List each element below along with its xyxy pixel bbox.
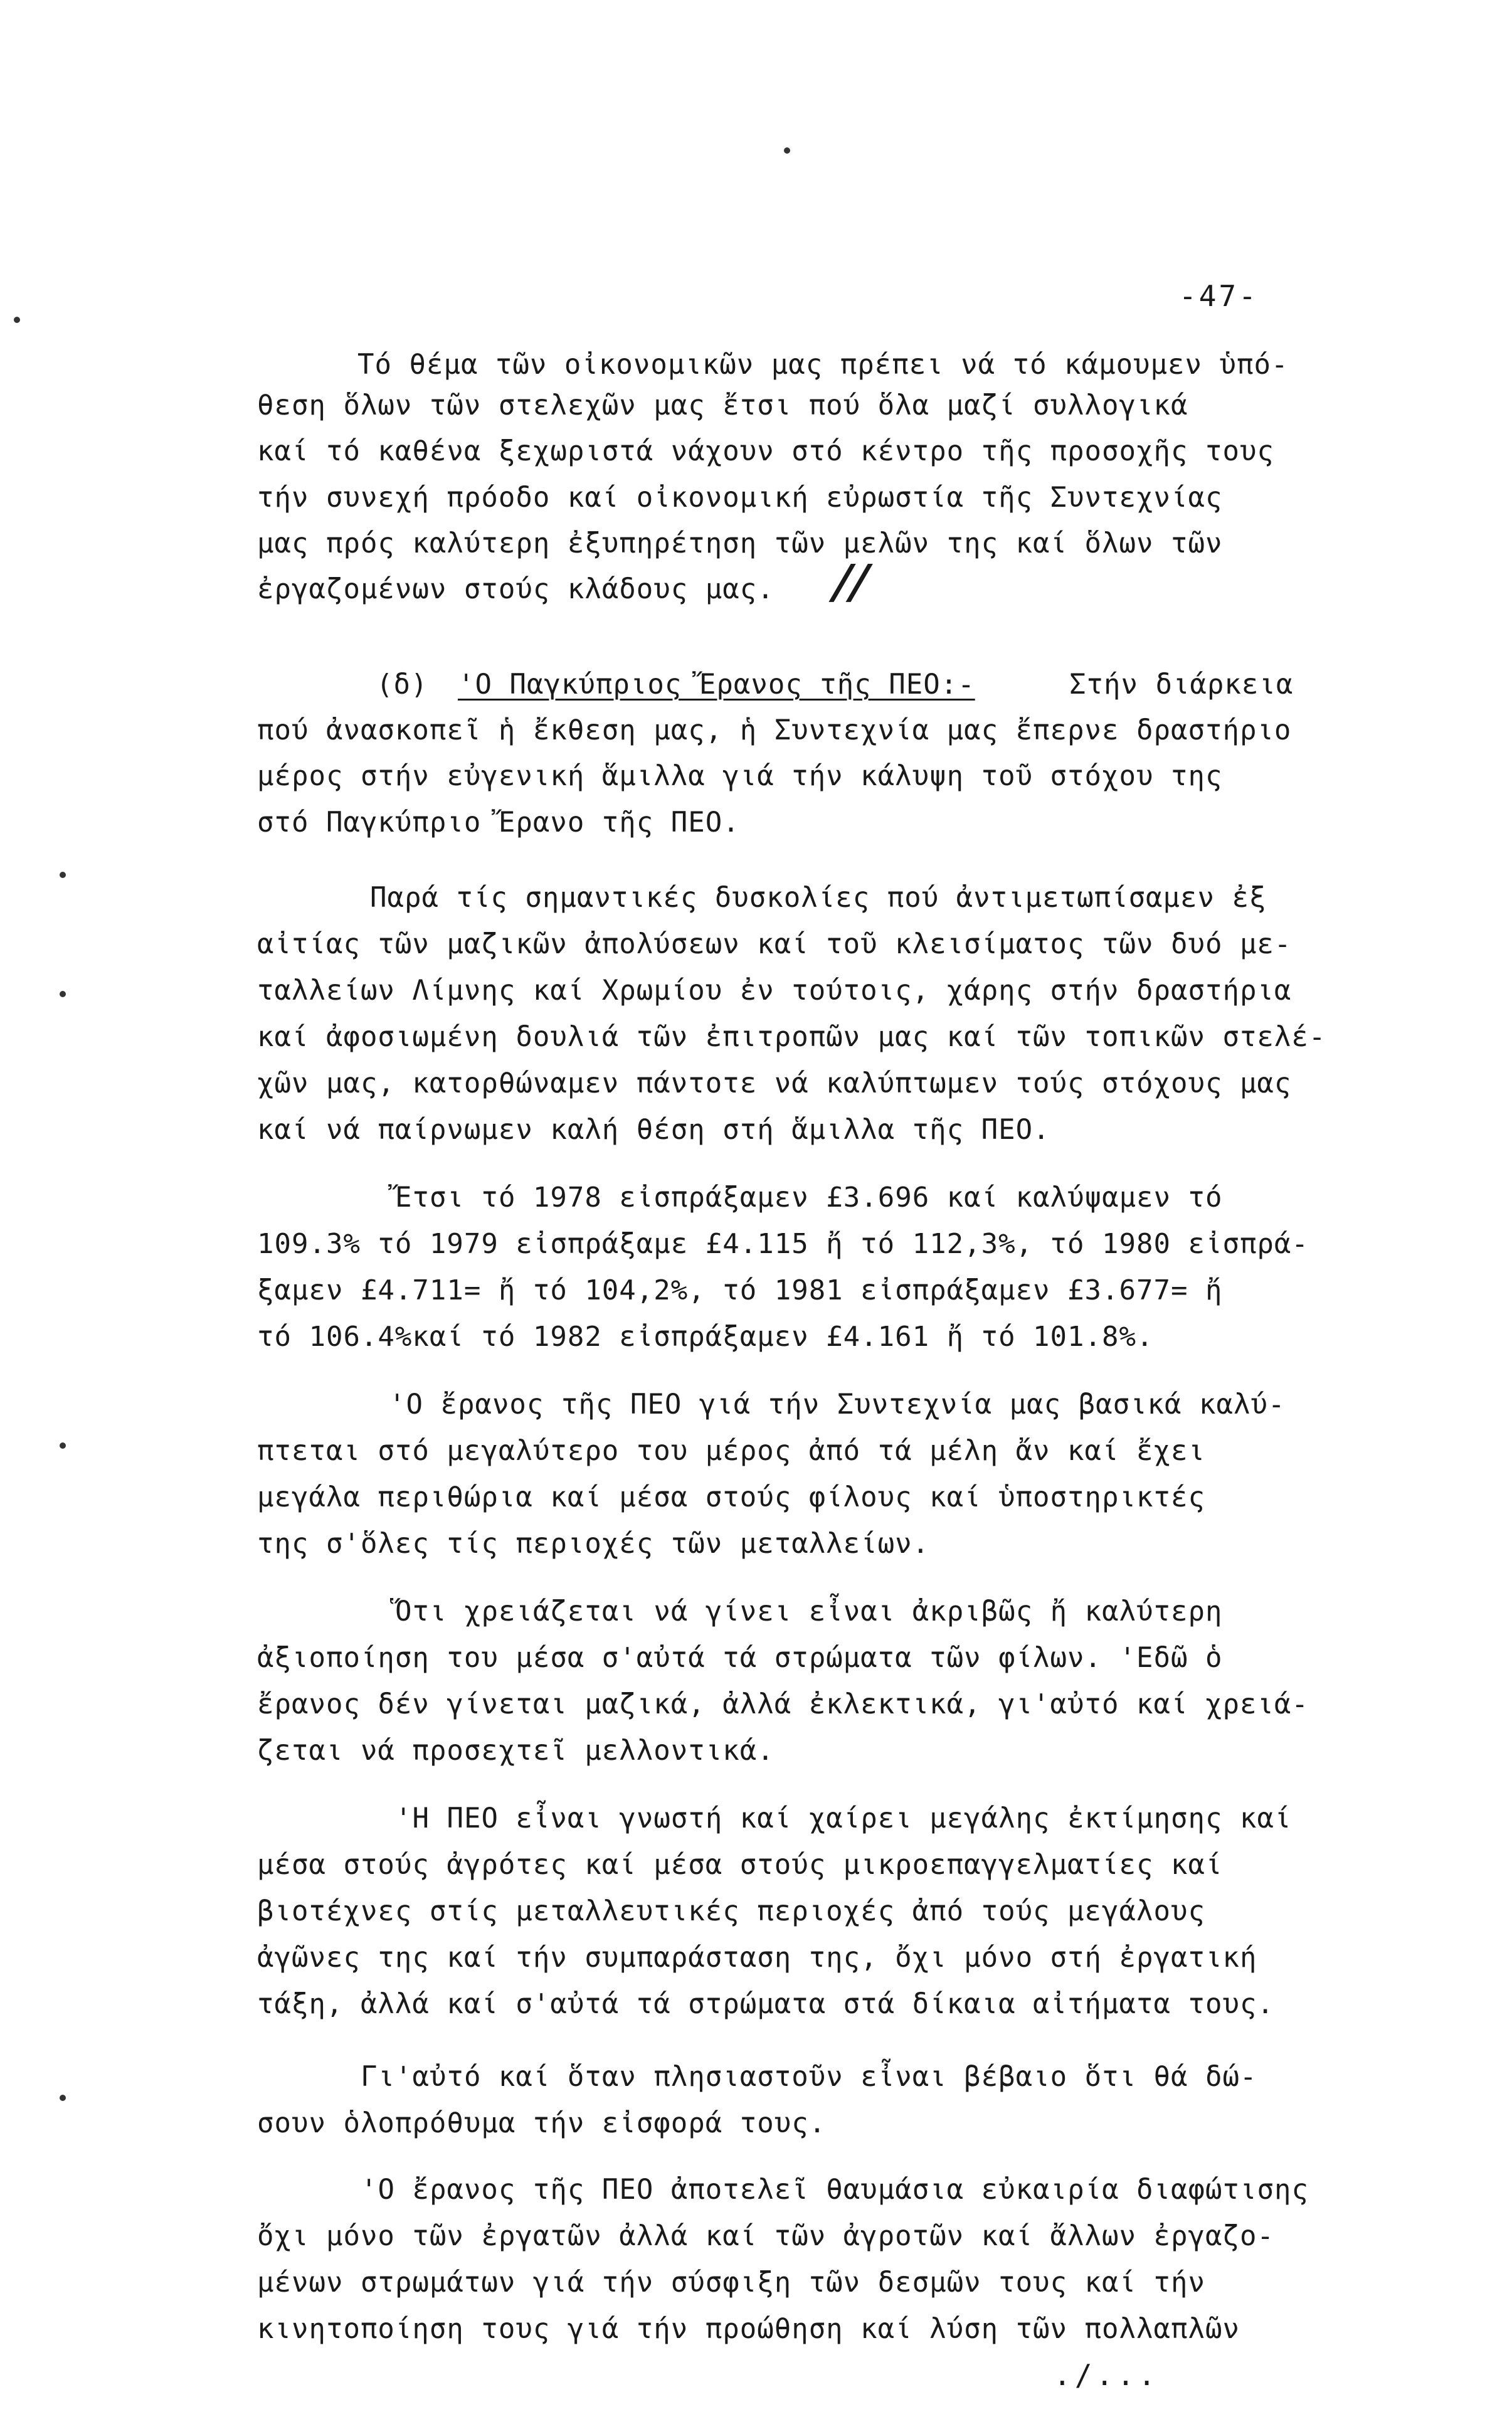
text-line: ἀξιοποίηση του μέσα σ'αὐτά τά στρώματα τῶν φίλων. 'Εδῶ ὁ <box>257 1642 1223 1674</box>
text-line: τό 106.4%καί τό 1982 εἰσπράξαμεν £4.161 ἤ τό 101.8%. <box>257 1321 1154 1353</box>
text-line: 'Η ΠΕΟ εἶναι γνωστή καί χαίρει μεγάλης ἐκτίμησης καί <box>395 1802 1292 1834</box>
section-title: 'Ο Παγκύπριος Ἔρανος τῆς ΠΕΟ:- <box>458 669 975 701</box>
scan-speck <box>60 991 66 997</box>
end-mark: // <box>827 555 875 609</box>
scan-speck <box>60 2095 66 2101</box>
text-line: μας πρός καλύτερη ἐξυπηρέτηση τῶν μελῶν της καί ὅλων τῶν <box>257 527 1223 559</box>
text-line: μεγάλα περιθώρια καί μέσα στούς φίλους καί ὑποστηρικτές <box>257 1481 1205 1513</box>
text-line: ταλλείων Λίμνης καί Χρωμίου ἐν τούτοις, χάρης στήν δραστήρια <box>257 975 1292 1007</box>
text-line: μένων στρωμάτων γιά τήν σύσφιξη τῶν δεσμῶν τους καί τήν <box>257 2267 1205 2299</box>
scan-speck <box>60 872 66 878</box>
text-line: καί νά παίρνωμεν καλή θέση στή ἅμιλλα τῆς ΠΕΟ. <box>257 1114 1050 1146</box>
text-line: καί ἀφοσιωμένη δουλιά τῶν ἐπιτροπῶν μας καί τῶν τοπικῶν στελέ- <box>257 1021 1326 1053</box>
text-line: Τό θέμα τῶν οἰκονομικῶν μας πρέπει νά τό κάμουμεν ὑπό- <box>357 349 1289 381</box>
text-line: θεση ὅλων τῶν στελεχῶν μας ἔτσι πού ὅλα μαζί συλλογικά <box>257 389 1188 421</box>
text-line: ξαμεν £4.711= ἤ τό 104,2%, τό 1981 εἰσπράξαμεν £3.677= ἤ <box>257 1274 1223 1306</box>
text-line: σουν ὁλοπρόθυμα τήν εἰσφορά τους. <box>257 2107 827 2139</box>
text-line: της σ'ὅλες τίς περιοχές τῶν μεταλλείων. <box>257 1528 930 1560</box>
scan-speck <box>60 1442 66 1449</box>
text-line: ἔρανος δέν γίνεται μαζικά, ἀλλά ἐκλεκτικά, γι'αὐτό καί χρειά- <box>257 1688 1309 1720</box>
text-line: βιοτέχνες στίς μεταλλευτικές περιοχές ἀπό τούς μεγάλους <box>257 1895 1205 1927</box>
text-line: ὄχι μόνο τῶν ἐργατῶν ἀλλά καί τῶν ἀγροτῶν καί ἄλλων ἐργαζο- <box>257 2220 1274 2252</box>
text-line: ἐργαζομένων στούς κλάδους μας. <box>257 573 775 605</box>
scan-speck <box>14 317 20 323</box>
text-line: μέσα στούς ἀγρότες καί μέσα στούς μικροεπαγγελματίες καί <box>257 1849 1223 1881</box>
scan-speck <box>784 147 790 154</box>
text-line: αἰτίας τῶν μαζικῶν ἀπολύσεων καί τοῦ κλεισίματος τῶν δυό με- <box>257 928 1292 960</box>
text-line: τάξη, ἀλλά καί σ'αὐτά τά στρώματα στά δίκαια αἰτήματα τους. <box>257 1988 1274 2020</box>
text-line: Ἔτσι τό 1978 εἰσπράξαμεν £3.696 καί καλύψαμεν τό <box>395 1182 1223 1214</box>
text-line: Παρά τίς σημαντικές δυσκολίες πού ἀντιμετωπίσαμεν ἐξ <box>370 882 1267 914</box>
text-line: κινητοποίηση τους γιά τήν προώθηση καί λύση τῶν πολλαπλῶν <box>257 2313 1240 2345</box>
section-label: (δ) <box>376 669 428 701</box>
page-number: -47- <box>1179 279 1259 313</box>
text-line: τήν συνεχή πρόοδο καί οἰκονομική εὐρωστία τῆς Συντεχνίας <box>257 482 1223 514</box>
text-line: Στήν διάρκεια <box>1069 669 1294 701</box>
text-line: χῶν μας, κατορθώναμεν πάντοτε νά καλύπτωμεν τούς στόχους μας <box>257 1067 1292 1099</box>
text-line: καί τό καθένα ξεχωριστά νάχουν στό κέντρο τῆς προσοχῆς τους <box>257 435 1274 467</box>
text-line: μέρος στήν εὐγενική ἅμιλλα γιά τήν κάλυψη τοῦ στόχου της <box>257 760 1223 792</box>
text-line: πού ἀνασκοπεῖ ἡ ἔκθεση μας, ἡ Συντεχνία μας ἔπερνε δραστήριο <box>257 714 1292 746</box>
text-line: ζεται νά προσεχτεῖ μελλοντικά. <box>257 1735 775 1767</box>
text-line: 'Ο ἔρανος τῆς ΠΕΟ ἀποτελεῖ θαυμάσια εὐκαιρία διαφώτισης <box>361 2174 1309 2206</box>
text-line: 109.3% τό 1979 εἰσπράξαμε £4.115 ἤ τό 112,3%, τό 1980 εἰσπρά- <box>257 1228 1309 1260</box>
text-line: πτεται στό μεγαλύτερο του μέρος ἀπό τά μέλη ἄν καί ἔχει <box>257 1435 1205 1467</box>
text-line: 'Ο ἔρανος τῆς ΠΕΟ γιά τήν Συντεχνία μας βασικά καλύ- <box>389 1389 1286 1421</box>
text-line: Ὅτι χρειάζεται νά γίνει εἶναι ἀκριβῶς ἤ καλύτερη <box>395 1595 1223 1627</box>
text-line: Γι'αὐτό καί ὅταν πλησιαστοῦν εἶναι βέβαιο ὅτι θά δώ- <box>361 2061 1257 2093</box>
continuation-mark: ./... <box>1054 2358 1160 2392</box>
text-line: ἀγῶνες της καί τήν συμπαράσταση της, ὄχι μόνο στή ἐργατική <box>257 1942 1257 1974</box>
text-line: στό Παγκύπριο Ἔρανο τῆς ΠΕΟ. <box>257 807 740 839</box>
